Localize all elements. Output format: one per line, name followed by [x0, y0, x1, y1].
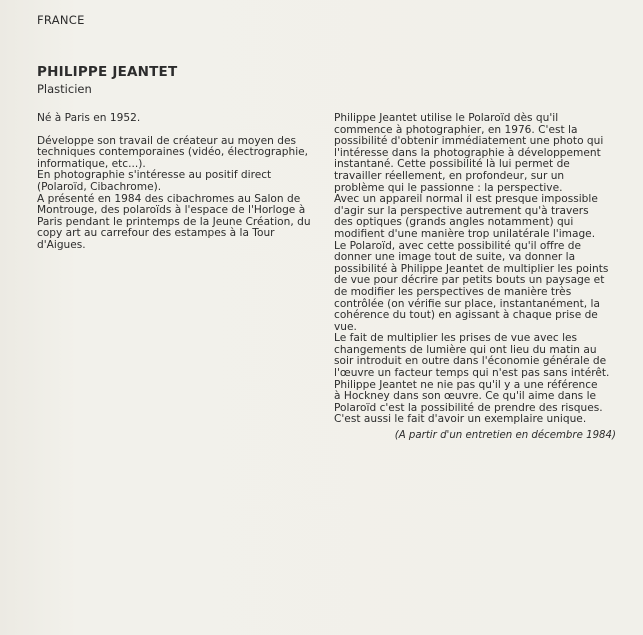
text-line: de vue pour décrire par petits bouts un paysage et: [334, 274, 605, 287]
biography-column: [37, 113, 317, 252]
bio-line: En photographie s'intéresse au positif direct: [37, 169, 272, 182]
text-line: soir introduit en outre dans l'économie générale de: [334, 355, 607, 368]
text-line: changements de lumière qui ont lieu du matin au: [334, 343, 597, 356]
text-line: vue.: [334, 320, 357, 333]
text-line: l'intéresse dans la photographie à développement: [334, 146, 601, 159]
text-line: Le fait de multiplier les prises de vue avec les: [334, 332, 578, 345]
artist-role: Plasticien: [37, 82, 92, 96]
text-line: Le Polaroïd, avec cette possibilité qu'il offre de: [334, 239, 581, 252]
bio-line: informatique, etc...).: [37, 157, 146, 170]
interview-column: [334, 113, 616, 442]
bio-line: Paris pendant le printemps de la Jeune Création, du: [37, 215, 311, 228]
text-line: Philippe Jeantet utilise le Polaroïd dès qu'il: [334, 112, 559, 124]
text-line: Philippe Jeantet ne nie pas qu'il y a une référence: [334, 378, 598, 391]
artist-name: PHILIPPE JEANTET: [37, 64, 178, 80]
text-line: commence à photographier, en 1976. C'est la: [334, 123, 578, 136]
bio-line: A présenté en 1984 des cibachromes au Salon de: [37, 192, 301, 205]
text-line: contrôlée (on vérifie sur place, instantanément, la: [334, 297, 600, 310]
text-line: Avec un appareil normal il est presque impossible: [334, 193, 598, 206]
bio-line: d'Aigues.: [37, 238, 86, 251]
country-label: FRANCE: [37, 13, 85, 27]
text-line: des optiques (grands angles notamment) qui: [334, 216, 574, 229]
text-line: C'est aussi le fait d'avoir un exemplaire unique.: [334, 413, 587, 426]
source-note: (A partir d'un entretien en décembre 1984): [394, 430, 616, 442]
interview-text: [334, 113, 616, 426]
text-line: problème qui le passionne : la perspective.: [334, 181, 563, 194]
text-line: donner une image tout de suite, va donner la: [334, 251, 576, 264]
birth-line: Né à Paris en 1952.: [37, 112, 141, 124]
bio-line: techniques contemporaines (vidéo, électrographie,: [37, 146, 309, 159]
text-line: de modifier les perspectives de manière très: [334, 285, 572, 298]
text-line: à Hockney dans son œuvre. Ce qu'il aime dans le: [334, 390, 597, 403]
text-line: instantané. Cette possibilité là lui permet de: [334, 158, 570, 171]
text-line: possibilité à Philippe Jeantet de multiplier les points: [334, 262, 609, 275]
text-line: Polaroïd c'est la possibilité de prendre des risques.: [334, 401, 603, 414]
bio-line: Montrouge, des polaroïds à l'espace de l'Horloge à: [37, 204, 306, 217]
text-line: d'agir sur la perspective autrement qu'à travers: [334, 204, 589, 217]
text-line: modifient d'une manière trop unilatérale l'image.: [334, 227, 596, 240]
bio-line: (Polaroïd, Cibachrome).: [37, 180, 162, 193]
text-line: cohérence du tout) en agissant à chaque prise de: [334, 309, 598, 322]
text-line: l'œuvre un facteur temps qui n'est pas sans intérêt.: [334, 367, 610, 380]
bio-line: Développe son travail de créateur au moyen des: [37, 134, 296, 147]
biography-text: [37, 136, 317, 252]
text-line: possibilité d'obtenir immédiatement une photo qui: [334, 135, 604, 148]
text-line: travailler réellement, en profondeur, sur un: [334, 169, 565, 182]
bio-line: copy art au carrefour des estampes à la Tour: [37, 227, 275, 240]
